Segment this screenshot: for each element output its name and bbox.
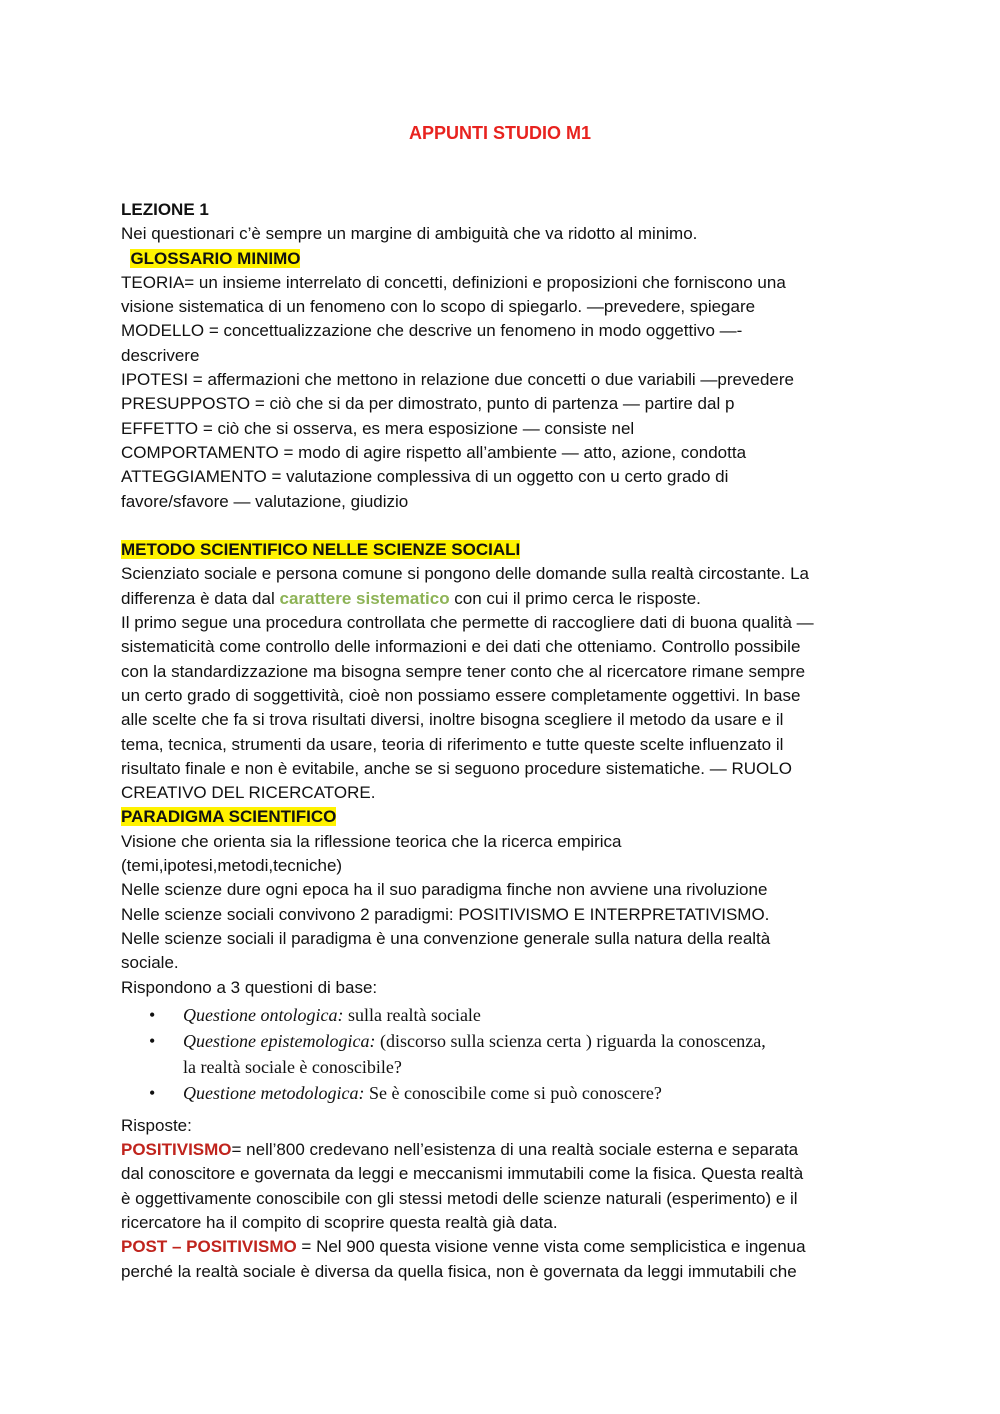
method-line: Scienziato sociale e persona comune si pongono delle domande sulla realtà circostante. La [121, 564, 809, 584]
question-text: Se è conoscibile come si può conoscere? [364, 1082, 662, 1103]
question-label: Questione ontologica: [183, 1004, 344, 1025]
method-line: un certo grado di soggettività, cioè non possiamo essere completamente oggettivi. In base [121, 685, 801, 705]
systematic-highlight: carattere sistematico [279, 588, 450, 608]
intro-line: Nei questionari c’è sempre un margine di ambiguità che va ridotto al minimo. [121, 224, 698, 244]
glossary-line: MODELLO = concettualizzazione che descrive un fenomeno in modo oggettivo —- [121, 321, 743, 341]
glossary-block [121, 271, 881, 514]
post-positivism-block [121, 1260, 881, 1284]
questions-list [121, 1002, 881, 1106]
method-line: risultato finale e non è evitabile, anche se si seguono procedure sistematiche. — RUOLO [121, 758, 792, 778]
bullet-icon: • [149, 1082, 156, 1103]
positivism-block [121, 1162, 881, 1235]
lesson-heading: LEZIONE 1 [121, 200, 209, 219]
question-text: (discorso sulla scienza certa ) riguarda la conoscenza, [375, 1030, 766, 1051]
positivism-label: POSITIVISMO [121, 1140, 232, 1160]
method-line: CREATIVO DEL RICERCATORE. [121, 783, 376, 803]
question-item [121, 1002, 881, 1028]
question-label: Questione epistemologica: [183, 1030, 376, 1051]
question-item [121, 1080, 881, 1106]
glossary-line: EFFETTO = ciò che si osserva, es mera esposizione — consiste nel [121, 418, 635, 438]
paradigm-line: Rispondono a 3 questioni di base: [121, 977, 378, 997]
method-line: tema, tecnica, strumenti da usare, teoria di riferimento e tutte queste scelte influenzato il [121, 734, 784, 754]
method-line: sistematicità come controllo delle informazioni e dei dati che otteniamo. Controllo possibile [121, 637, 801, 657]
question-text-continued: la realtà sociale è conoscibile? [183, 1056, 402, 1077]
paradigm-heading: PARADIGMA SCIENTIFICO [121, 807, 337, 827]
paradigm-line: (temi,ipotesi,metodi,tecniche) [121, 856, 343, 876]
method-line: con la standardizzazione ma bisogna sempre tener conto che al ricercatore rimane sempre [121, 661, 806, 681]
positivism-line: è oggettivamente conoscibile con gli stessi metodi delle scienze naturali (esperimento) e il [121, 1188, 798, 1208]
glossary-heading-line [121, 247, 881, 271]
answers-label: Risposte: [121, 1115, 192, 1135]
bullet-icon: • [149, 1004, 156, 1025]
post-positivism-line: POST – POSITIVISMO = Nel 900 questa visione venne vista come semplicistica e ingenua [121, 1237, 806, 1257]
glossary-line: COMPORTAMENTO = modo di agire rispetto all’ambiente — atto, azione, condotta [121, 442, 747, 462]
post-positivism-label: POST – POSITIVISMO [121, 1237, 297, 1257]
glossary-line: PRESUPPOSTO = ciò che si da per dimostrato, punto di partenza — partire dal p [121, 394, 735, 414]
positivism-line: POSITIVISMO= nell’800 credevano nell’esistenza di una realtà sociale esterna e separata [121, 1140, 799, 1160]
method-line: Il primo segue una procedura controllata che permette di raccogliere dati di buona qualità — [121, 613, 814, 633]
question-item [121, 1028, 881, 1080]
document-title: APPUNTI STUDIO M1 [408, 123, 591, 143]
paradigm-line: Visione che orienta sia la riflessione teorica che la ricerca empirica [121, 831, 622, 851]
method-line: differenza è data dal carattere sistematico con cui il primo cerca le risposte. [121, 588, 701, 608]
paradigm-line: Nelle scienze sociali il paradigma è una convenzione generale sulla natura della realtà [121, 928, 771, 948]
glossary-line: ATTEGGIAMENTO = valutazione complessiva di un oggetto con u certo grado di [121, 467, 729, 487]
paradigm-line: Nelle scienze sociali convivono 2 paradigmi: POSITIVISMO E INTERPRETATIVISMO. [121, 904, 770, 924]
method-line: alle scelte che fa si trova risultati diversi, inoltre bisogna scegliere il metodo da usare e il [121, 710, 784, 730]
positivism-line: ricercatore ha il compito di scoprire questa realtà già data. [121, 1212, 558, 1232]
spacer [121, 514, 881, 538]
paradigm-line: sociale. [121, 953, 179, 973]
glossary-line: IPOTESI = affermazioni che mettono in relazione due concetti o due variabili —prevedere [121, 370, 794, 390]
post-positivism-line: perché la realtà sociale è diversa da quella fisica, non è governata da leggi immutabili che [121, 1261, 797, 1281]
document-body [121, 198, 881, 1284]
glossary-line: TEORIA= un insieme interrelato di concetti, definizioni e proposizioni che forniscono una [121, 272, 786, 292]
question-text: sulla realtà sociale [343, 1004, 481, 1025]
question-label: Questione metodologica: [183, 1082, 365, 1103]
positivism-line: dal conoscitore e governata da leggi e meccanismi immutabili come la fisica. Questa realtà [121, 1164, 804, 1184]
method-heading: METODO SCIENTIFICO NELLE SCIENZE SOCIALI [121, 540, 521, 560]
bullet-icon: • [149, 1030, 156, 1051]
method-block [121, 611, 881, 805]
glossary-line: favore/sfavore — valutazione, giudizio [121, 491, 409, 511]
glossary-line: visione sistematica di un fenomeno con lo scopo di spiegarlo. —prevedere, spiegare [121, 297, 756, 317]
paradigm-block [121, 830, 881, 1000]
glossary-line: descrivere [121, 345, 200, 365]
glossary-heading: GLOSSARIO MINIMO [130, 248, 301, 268]
paradigm-line: Nelle scienze dure ogni epoca ha il suo paradigma finche non avviene una rivoluzione [121, 880, 768, 900]
